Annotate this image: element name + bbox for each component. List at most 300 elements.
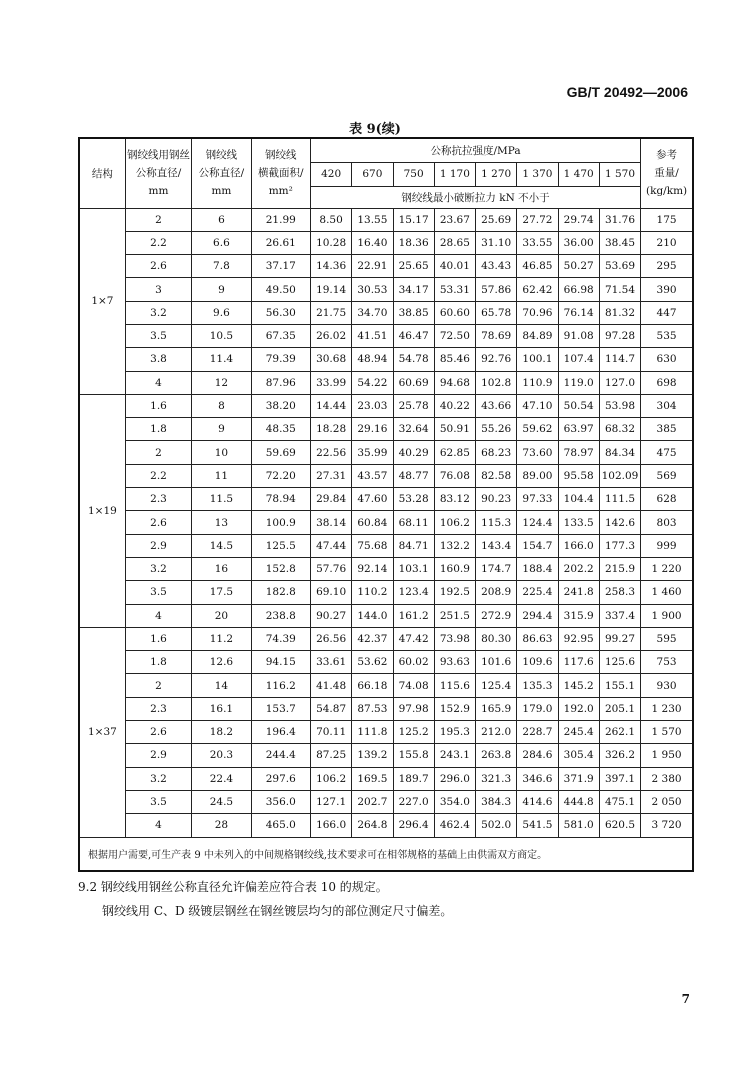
table-note: 根据用户需要,可生产表 9 中未列入的中间规格钢绞线,技术要求可在相邻规格的基础上由供需双方商定。: [79, 837, 693, 871]
table-cell: 125.5: [251, 534, 310, 557]
table-cell: 86.63: [517, 627, 558, 650]
table-cell: 127.1: [310, 790, 351, 813]
table-cell: 305.4: [558, 744, 599, 767]
table-cell: 70.11: [310, 721, 351, 744]
table-cell: 145.2: [558, 674, 599, 697]
table-row: [79, 301, 693, 324]
table-cell: 2 380: [641, 767, 693, 790]
table-row: [79, 627, 693, 650]
table-cell: 26.02: [310, 324, 351, 347]
table-cell: 152.8: [251, 557, 310, 580]
table-cell: 28.65: [434, 231, 475, 254]
table-cell: 90.27: [310, 604, 351, 627]
table-row: [79, 464, 693, 487]
table-cell: 4: [125, 604, 191, 627]
header-strength-7: 1 570: [599, 162, 640, 186]
table-cell: 26.61: [251, 231, 310, 254]
table-cell: 63.97: [558, 418, 599, 441]
table-cell: 13.55: [352, 208, 393, 231]
table-cell: 29.16: [352, 418, 393, 441]
table-cell: 18.2: [192, 721, 251, 744]
table-cell: 50.91: [434, 418, 475, 441]
table-cell: 475: [641, 441, 693, 464]
table-cell: 1.6: [125, 627, 191, 650]
header-strength-0: 420: [310, 162, 351, 186]
table-cell: 10: [192, 441, 251, 464]
table-cell: 155.1: [599, 674, 640, 697]
table-cell: 28: [192, 814, 251, 837]
table-cell: 33.99: [310, 371, 351, 394]
header-weight: 参考 重量/ (kg/km): [641, 138, 693, 208]
table-cell: 326.2: [599, 744, 640, 767]
table-cell: 1 220: [641, 557, 693, 580]
table-cell: 2.9: [125, 534, 191, 557]
table-cell: 133.5: [558, 511, 599, 534]
table-cell: 182.8: [251, 581, 310, 604]
table-cell: 18.28: [310, 418, 351, 441]
table-cell: 2.6: [125, 721, 191, 744]
table-cell: 227.0: [393, 790, 434, 813]
table-cell: 23.67: [434, 208, 475, 231]
table-cell: 202.2: [558, 557, 599, 580]
table-cell: 78.69: [476, 324, 517, 347]
table-cell: 296.0: [434, 767, 475, 790]
table-cell: 17.5: [192, 581, 251, 604]
table-cell: 447: [641, 301, 693, 324]
table-cell: 152.9: [434, 697, 475, 720]
table-cell: 569: [641, 464, 693, 487]
table-cell: 123.4: [393, 581, 434, 604]
table-cell: 111.8: [352, 721, 393, 744]
table-cell: 76.14: [558, 301, 599, 324]
table-cell: 115.3: [476, 511, 517, 534]
table-cell: 1.6: [125, 394, 191, 417]
structure-cell: 1×37: [79, 627, 125, 837]
table-cell: 14: [192, 674, 251, 697]
paragraph-coating: 钢绞线用 C、D 级镀层钢丝在钢丝镀层均匀的部位测定尺寸偏差。: [102, 904, 453, 918]
table-cell: 97.28: [599, 324, 640, 347]
table-cell: 47.60: [352, 488, 393, 511]
table-cell: 116.2: [251, 674, 310, 697]
structure-cell: 1×19: [79, 394, 125, 627]
table-cell: 19.14: [310, 278, 351, 301]
table-cell: 127.0: [599, 371, 640, 394]
table-cell: 73.98: [434, 627, 475, 650]
table-row: [79, 371, 693, 394]
table-cell: 165.9: [476, 697, 517, 720]
table-cell: 144.0: [352, 604, 393, 627]
table-row: [79, 418, 693, 441]
page-number: 7: [681, 992, 690, 1006]
table-cell: 60.60: [434, 301, 475, 324]
table-cell: 1 570: [641, 721, 693, 744]
table-cell: 36.00: [558, 231, 599, 254]
table-row: [79, 744, 693, 767]
table-cell: 595: [641, 627, 693, 650]
table-cell: 50.27: [558, 255, 599, 278]
table-cell: 15.17: [393, 208, 434, 231]
table-row: [79, 814, 693, 837]
table-cell: 225.4: [517, 581, 558, 604]
table-title: 表 9(续): [349, 122, 401, 137]
header-structure: 结构: [79, 138, 125, 208]
table-cell: 72.20: [251, 464, 310, 487]
table-cell: 33.61: [310, 651, 351, 674]
table-cell: 25.78: [393, 394, 434, 417]
table-cell: 4: [125, 814, 191, 837]
table-cell: 22.91: [352, 255, 393, 278]
table-cell: 70.96: [517, 301, 558, 324]
table-cell: 43.57: [352, 464, 393, 487]
table-row: [79, 208, 693, 231]
table-cell: 50.54: [558, 394, 599, 417]
table-cell: 3: [125, 278, 191, 301]
table-cell: 54.78: [393, 348, 434, 371]
table-cell: 66.98: [558, 278, 599, 301]
table-cell: 228.7: [517, 721, 558, 744]
table-cell: 25.65: [393, 255, 434, 278]
table-row: [79, 767, 693, 790]
table-cell: 103.1: [393, 557, 434, 580]
table-cell: 541.5: [517, 814, 558, 837]
table-cell: 315.9: [558, 604, 599, 627]
table-cell: 3.5: [125, 324, 191, 347]
table-cell: 53.28: [393, 488, 434, 511]
table-cell: 11.4: [192, 348, 251, 371]
table-cell: 12.6: [192, 651, 251, 674]
table-cell: 100.1: [517, 348, 558, 371]
table-cell: 16.40: [352, 231, 393, 254]
table-cell: 27.31: [310, 464, 351, 487]
table-cell: 22.4: [192, 767, 251, 790]
table-cell: 16.1: [192, 697, 251, 720]
table-cell: 71.54: [599, 278, 640, 301]
table-cell: 241.8: [558, 581, 599, 604]
table-cell: 384.3: [476, 790, 517, 813]
table-cell: 68.32: [599, 418, 640, 441]
table-cell: 337.4: [599, 604, 640, 627]
table-cell: 104.4: [558, 488, 599, 511]
table-cell: 79.39: [251, 348, 310, 371]
table-cell: 205.1: [599, 697, 640, 720]
table-cell: 620.5: [599, 814, 640, 837]
table-cell: 92.95: [558, 627, 599, 650]
table-cell: 110.9: [517, 371, 558, 394]
table-cell: 78.97: [558, 441, 599, 464]
table-cell: 1 950: [641, 744, 693, 767]
table-cell: 462.4: [434, 814, 475, 837]
table-cell: 87.96: [251, 371, 310, 394]
table-cell: 698: [641, 371, 693, 394]
table-cell: 42.37: [352, 627, 393, 650]
table-cell: 6.6: [192, 231, 251, 254]
table-cell: 84.71: [393, 534, 434, 557]
table-cell: 115.6: [434, 674, 475, 697]
table-cell: 9.6: [192, 301, 251, 324]
table-cell: 502.0: [476, 814, 517, 837]
table-cell: 175: [641, 208, 693, 231]
table-cell: 49.50: [251, 278, 310, 301]
table-cell: 47.10: [517, 394, 558, 417]
table-cell: 119.0: [558, 371, 599, 394]
table-cell: 25.69: [476, 208, 517, 231]
table-cell: 202.7: [352, 790, 393, 813]
table-cell: 1 460: [641, 581, 693, 604]
table-cell: 188.4: [517, 557, 558, 580]
table-cell: 80.30: [476, 627, 517, 650]
table-cell: 55.26: [476, 418, 517, 441]
table-cell: 54.22: [352, 371, 393, 394]
table-cell: 14.5: [192, 534, 251, 557]
table-cell: 65.78: [476, 301, 517, 324]
table-cell: 10.28: [310, 231, 351, 254]
header-breaking-force: 钢绞线最小破断拉力 kN 不小于: [310, 186, 640, 208]
table-row: [79, 651, 693, 674]
table-row: [79, 394, 693, 417]
table-cell: 46.85: [517, 255, 558, 278]
table-cell: 31.76: [599, 208, 640, 231]
table-cell: 160.9: [434, 557, 475, 580]
table-cell: 2: [125, 674, 191, 697]
table-cell: 297.6: [251, 767, 310, 790]
table-cell: 114.7: [599, 348, 640, 371]
table-cell: 3.2: [125, 767, 191, 790]
header-strength-2: 750: [393, 162, 434, 186]
table-cell: 628: [641, 488, 693, 511]
table-row: [79, 278, 693, 301]
table-cell: 84.34: [599, 441, 640, 464]
table-cell: 189.7: [393, 767, 434, 790]
table-cell: 2.3: [125, 697, 191, 720]
table-cell: 20.3: [192, 744, 251, 767]
table-cell: 59.69: [251, 441, 310, 464]
table-cell: 262.1: [599, 721, 640, 744]
table-cell: 20: [192, 604, 251, 627]
table-cell: 102.8: [476, 371, 517, 394]
table-cell: 99.27: [599, 627, 640, 650]
table-cell: 27.72: [517, 208, 558, 231]
table-cell: 258.3: [599, 581, 640, 604]
table-cell: 13: [192, 511, 251, 534]
header-area: 钢绞线 横截面积/ mm²: [251, 138, 310, 208]
table-cell: 82.58: [476, 464, 517, 487]
table-cell: 37.17: [251, 255, 310, 278]
table-cell: 3 720: [641, 814, 693, 837]
table-cell: 53.98: [599, 394, 640, 417]
table-cell: 245.4: [558, 721, 599, 744]
table-cell: 81.32: [599, 301, 640, 324]
header-strength-5: 1 370: [517, 162, 558, 186]
table-cell: 76.08: [434, 464, 475, 487]
table-cell: 272.9: [476, 604, 517, 627]
table-row: [79, 231, 693, 254]
table-cell: 38.20: [251, 394, 310, 417]
table-cell: 139.2: [352, 744, 393, 767]
header-strand-diameter: 钢绞线 公称直径/ mm: [192, 138, 251, 208]
table-cell: 85.46: [434, 348, 475, 371]
table-row: [79, 255, 693, 278]
table-cell: 371.9: [558, 767, 599, 790]
table-cell: 3.5: [125, 581, 191, 604]
table-cell: 4: [125, 371, 191, 394]
table-cell: 166.0: [310, 814, 351, 837]
header-wire-diameter: 钢绞线用钢丝 公称直径/ mm: [125, 138, 191, 208]
strand-spec-table: [78, 137, 694, 872]
table-cell: 43.66: [476, 394, 517, 417]
table-cell: 54.87: [310, 697, 351, 720]
header-strength-group: 公称抗拉强度/MPa: [310, 138, 640, 162]
table-row: [79, 534, 693, 557]
table-cell: 72.50: [434, 324, 475, 347]
table-cell: 87.25: [310, 744, 351, 767]
table-cell: 53.69: [599, 255, 640, 278]
table-cell: 106.2: [434, 511, 475, 534]
table-cell: 53.62: [352, 651, 393, 674]
table-cell: 23.03: [352, 394, 393, 417]
table-cell: 59.62: [517, 418, 558, 441]
header-strength-1: 670: [352, 162, 393, 186]
table-cell: 243.1: [434, 744, 475, 767]
header-strength-6: 1 470: [558, 162, 599, 186]
table-cell: 9: [192, 418, 251, 441]
table-cell: 7.8: [192, 255, 251, 278]
table-cell: 92.14: [352, 557, 393, 580]
table-cell: 102.09: [599, 464, 640, 487]
standard-code: GB/T 20492—2006: [566, 84, 688, 100]
table-cell: 1 230: [641, 697, 693, 720]
table-cell: 125.6: [599, 651, 640, 674]
table-cell: 2.3: [125, 488, 191, 511]
table-cell: 3.2: [125, 301, 191, 324]
table-cell: 2.2: [125, 231, 191, 254]
table-cell: 930: [641, 674, 693, 697]
table-cell: 18.36: [393, 231, 434, 254]
table-cell: 212.0: [476, 721, 517, 744]
table-cell: 195.3: [434, 721, 475, 744]
table-cell: 29.84: [310, 488, 351, 511]
table-cell: 106.2: [310, 767, 351, 790]
table-cell: 74.08: [393, 674, 434, 697]
table-cell: 153.7: [251, 697, 310, 720]
table-cell: 91.08: [558, 324, 599, 347]
table-cell: 2.6: [125, 255, 191, 278]
table-cell: 110.2: [352, 581, 393, 604]
table-cell: 48.35: [251, 418, 310, 441]
header-strength-4: 1 270: [476, 162, 517, 186]
table-cell: 67.35: [251, 324, 310, 347]
table-cell: 155.8: [393, 744, 434, 767]
table-cell: 296.4: [393, 814, 434, 837]
table-cell: 2.9: [125, 744, 191, 767]
table-cell: 69.10: [310, 581, 351, 604]
table-cell: 174.7: [476, 557, 517, 580]
table-row: [79, 348, 693, 371]
table-cell: 30.68: [310, 348, 351, 371]
table-cell: 385: [641, 418, 693, 441]
table-cell: 101.6: [476, 651, 517, 674]
table-cell: 84.89: [517, 324, 558, 347]
table-cell: 62.42: [517, 278, 558, 301]
table-cell: 11.5: [192, 488, 251, 511]
table-cell: 179.0: [517, 697, 558, 720]
table-cell: 295: [641, 255, 693, 278]
table-cell: 161.2: [393, 604, 434, 627]
table-cell: 475.1: [599, 790, 640, 813]
table-cell: 38.45: [599, 231, 640, 254]
table-cell: 21.75: [310, 301, 351, 324]
table-cell: 56.30: [251, 301, 310, 324]
table-cell: 90.23: [476, 488, 517, 511]
table-cell: 14.44: [310, 394, 351, 417]
table-cell: 97.33: [517, 488, 558, 511]
table-cell: 43.43: [476, 255, 517, 278]
table-cell: 62.85: [434, 441, 475, 464]
table-cell: 100.9: [251, 511, 310, 534]
table-cell: 210: [641, 231, 693, 254]
table-cell: 354.0: [434, 790, 475, 813]
table-cell: 32.64: [393, 418, 434, 441]
table-row: [79, 674, 693, 697]
table-cell: 68.23: [476, 441, 517, 464]
table-cell: 22.56: [310, 441, 351, 464]
table-cell: 38.85: [393, 301, 434, 324]
table-cell: 60.02: [393, 651, 434, 674]
table-cell: 11.2: [192, 627, 251, 650]
table-cell: 124.4: [517, 511, 558, 534]
table-cell: 346.6: [517, 767, 558, 790]
table-cell: 41.48: [310, 674, 351, 697]
table-cell: 107.4: [558, 348, 599, 371]
table-cell: 41.51: [352, 324, 393, 347]
table-cell: 390: [641, 278, 693, 301]
paragraph-9-2: 9.2 钢绞线用钢丝公称直径允许偏差应符合表 10 的规定。: [78, 880, 388, 894]
table-cell: 68.11: [393, 511, 434, 534]
table-cell: 397.1: [599, 767, 640, 790]
table-cell: 109.6: [517, 651, 558, 674]
table-cell: 57.76: [310, 557, 351, 580]
table-cell: 38.14: [310, 511, 351, 534]
table-cell: 34.70: [352, 301, 393, 324]
table-cell: 208.9: [476, 581, 517, 604]
table-cell: 143.4: [476, 534, 517, 557]
table-cell: 83.12: [434, 488, 475, 511]
table-cell: 78.94: [251, 488, 310, 511]
table-cell: 177.3: [599, 534, 640, 557]
table-row: [79, 721, 693, 744]
table-cell: 92.76: [476, 348, 517, 371]
table-cell: 34.17: [393, 278, 434, 301]
table-cell: 74.39: [251, 627, 310, 650]
table-cell: 125.4: [476, 674, 517, 697]
table-cell: 94.68: [434, 371, 475, 394]
table-cell: 24.5: [192, 790, 251, 813]
table-cell: 8.50: [310, 208, 351, 231]
table-cell: 29.74: [558, 208, 599, 231]
table-cell: 414.6: [517, 790, 558, 813]
table-cell: 192.5: [434, 581, 475, 604]
table-cell: 356.0: [251, 790, 310, 813]
table-cell: 444.8: [558, 790, 599, 813]
table-cell: 3.2: [125, 557, 191, 580]
table-cell: 294.4: [517, 604, 558, 627]
table-cell: 95.58: [558, 464, 599, 487]
table-cell: 75.68: [352, 534, 393, 557]
table-cell: 87.53: [352, 697, 393, 720]
table-cell: 6: [192, 208, 251, 231]
table-cell: 581.0: [558, 814, 599, 837]
table-row: [79, 324, 693, 347]
table-row: [79, 557, 693, 580]
